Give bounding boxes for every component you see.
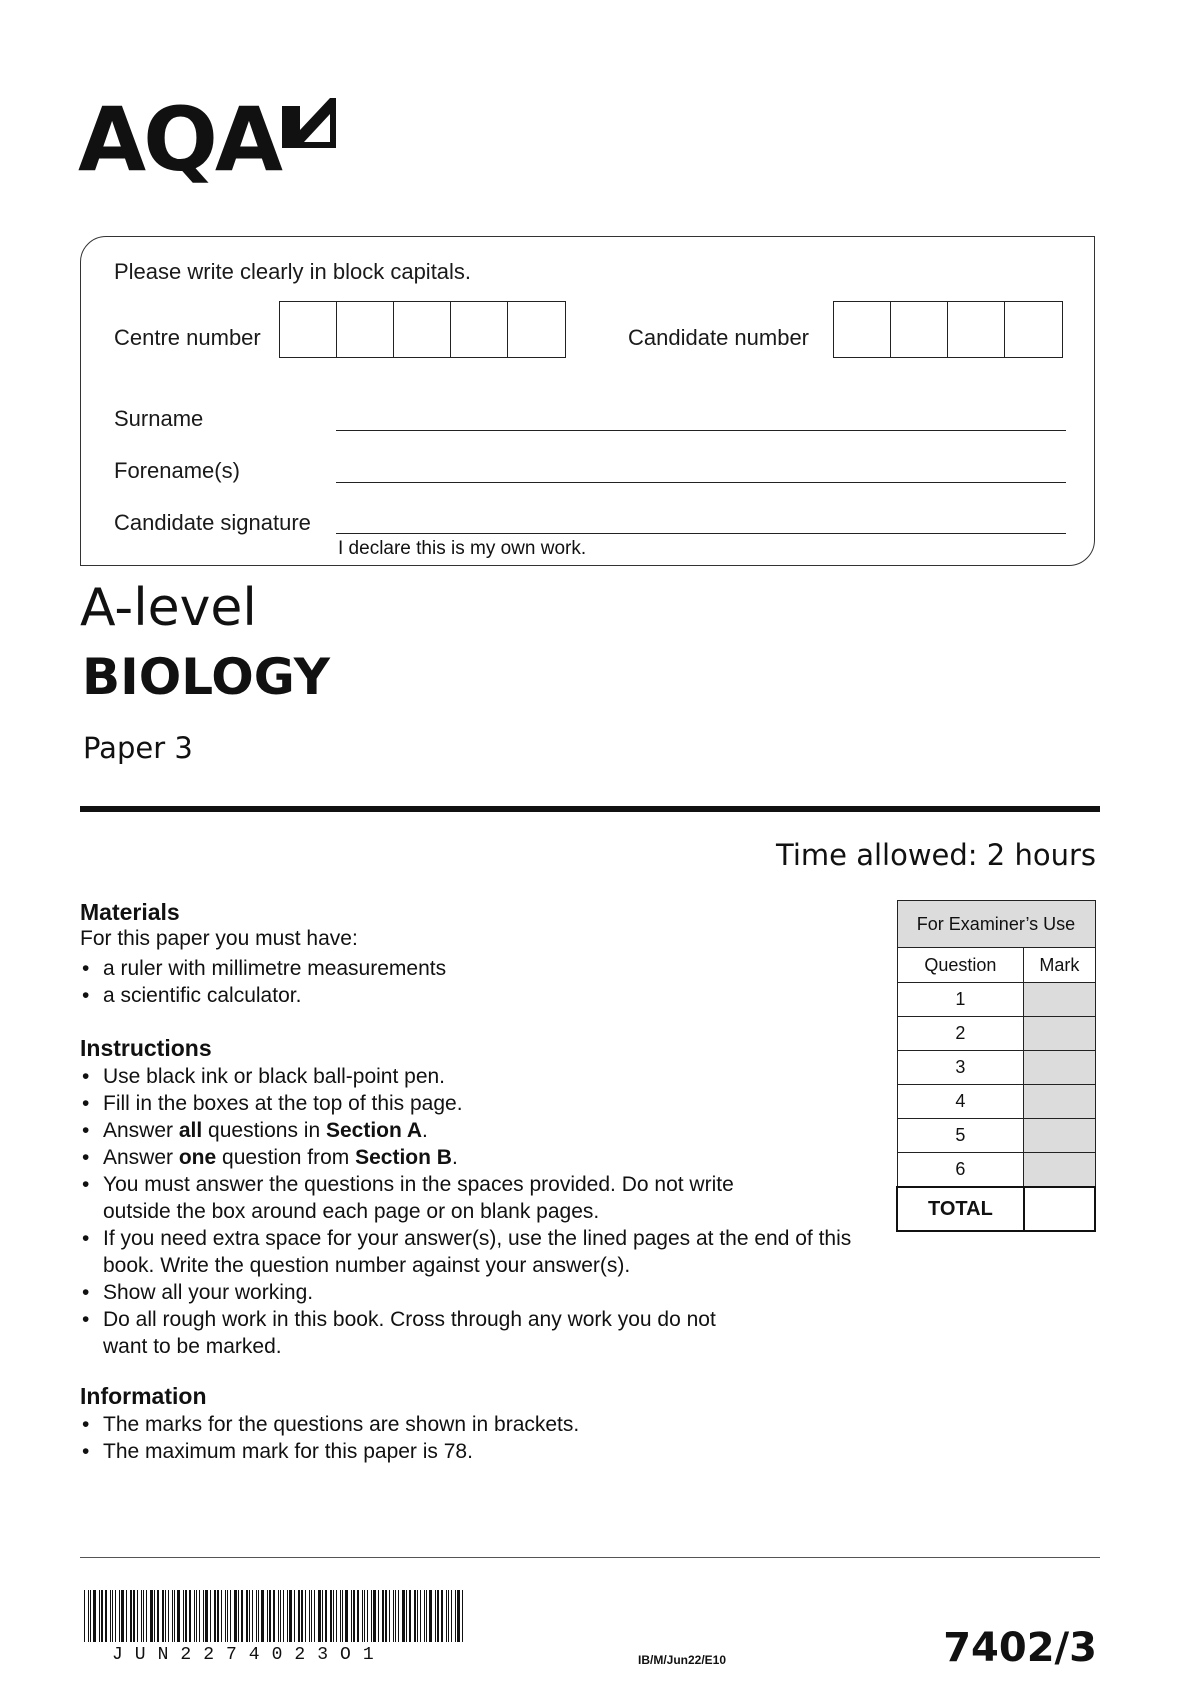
information-list [80, 1411, 860, 1465]
question-number: 4 [897, 1085, 1024, 1119]
declaration-text: I declare this is my own work. [338, 538, 587, 559]
mark-cell [1024, 983, 1095, 1017]
aqa-logo-text: AQA [78, 88, 281, 191]
paper-title: Paper 3 [83, 731, 193, 765]
list-item: • The maximum mark for this paper is 78. [80, 1438, 860, 1465]
list-item: • You must answer the questions in the spaces provided. Do not write outside the box around each page or on blank pages. [80, 1171, 870, 1225]
total-mark-cell [1024, 1187, 1095, 1231]
candidate-digit-box[interactable] [948, 302, 1005, 357]
mark-cell [1024, 1119, 1095, 1153]
question-number: 6 [897, 1153, 1024, 1188]
surname-line[interactable] [336, 430, 1066, 431]
aqa-logo-mark-icon [280, 92, 338, 150]
total-label: TOTAL [897, 1187, 1024, 1231]
question-number: 3 [897, 1051, 1024, 1085]
centre-number-boxes[interactable] [279, 301, 566, 358]
mark-cell [1024, 1153, 1095, 1188]
centre-digit-box[interactable] [508, 302, 565, 357]
level-title: A-level [80, 578, 257, 638]
list-item: • Do all rough work in this book. Cross through any work you do not want to be marked. [80, 1306, 870, 1360]
signature-line[interactable] [336, 533, 1066, 534]
list-item: • Fill in the boxes at the top of this page. [80, 1090, 870, 1117]
list-item: • Answer all questions in Section A. [80, 1117, 870, 1144]
centre-digit-box[interactable] [394, 302, 451, 357]
barcode-number: JUN2274023O1 [112, 1645, 386, 1665]
list-item: • Show all your working. [80, 1279, 870, 1306]
paper-code: 7402/3 [943, 1625, 1097, 1671]
list-item: • a scientific calculator. [80, 982, 860, 1009]
candidate-digit-box[interactable] [891, 302, 948, 357]
candidate-digit-box[interactable] [1005, 302, 1062, 357]
forenames-label: Forename(s) [114, 458, 240, 483]
materials-intro: For this paper you must have: [80, 927, 358, 950]
candidate-number-boxes[interactable] [833, 301, 1063, 358]
list-item: • a ruler with millimetre measurements [80, 955, 860, 982]
candidate-number-label: Candidate number [628, 325, 810, 350]
signature-label: Candidate signature [114, 510, 311, 535]
subject-title: BIOLOGY [82, 648, 330, 706]
instructions-heading: Instructions [80, 1035, 212, 1061]
question-number: 2 [897, 1017, 1024, 1051]
centre-digit-box[interactable] [451, 302, 508, 357]
list-item: • Answer one question from Section B. [80, 1144, 870, 1171]
list-item: • Use black ink or black ball-point pen. [80, 1063, 870, 1090]
materials-list [80, 955, 860, 1009]
information-heading: Information [80, 1383, 207, 1409]
instructions-list [80, 1063, 870, 1360]
block-capitals-instruction: Please write clearly in block capitals. [114, 259, 472, 284]
centre-number-label: Centre number [114, 325, 261, 350]
question-number: 5 [897, 1119, 1024, 1153]
time-allowed: Time allowed: 2 hours [776, 838, 1096, 872]
paper-reference: IB/M/Jun22/E10 [638, 1653, 727, 1667]
examiner-use-table [896, 900, 1096, 1232]
centre-digit-box[interactable] [337, 302, 394, 357]
mark-cell [1024, 1017, 1095, 1051]
mark-cell [1024, 1051, 1095, 1085]
title-divider [80, 806, 1100, 812]
mark-cell [1024, 1085, 1095, 1119]
list-item: • The marks for the questions are shown in brackets. [80, 1411, 860, 1438]
question-column-header: Question [897, 948, 1024, 983]
materials-heading: Materials [80, 899, 180, 925]
centre-digit-box[interactable] [280, 302, 337, 357]
candidate-digit-box[interactable] [834, 302, 891, 357]
footer-divider [80, 1557, 1100, 1558]
barcode-icon [84, 1590, 469, 1642]
forenames-line[interactable] [336, 482, 1066, 483]
surname-label: Surname [114, 406, 204, 431]
examiner-use-heading: For Examiner’s Use [897, 901, 1095, 948]
mark-column-header: Mark [1024, 948, 1095, 983]
list-item: • If you need extra space for your answer(s), use the lined pages at the end of this book. Write the question number against your answer(s). [80, 1225, 870, 1279]
question-number: 1 [897, 983, 1024, 1017]
